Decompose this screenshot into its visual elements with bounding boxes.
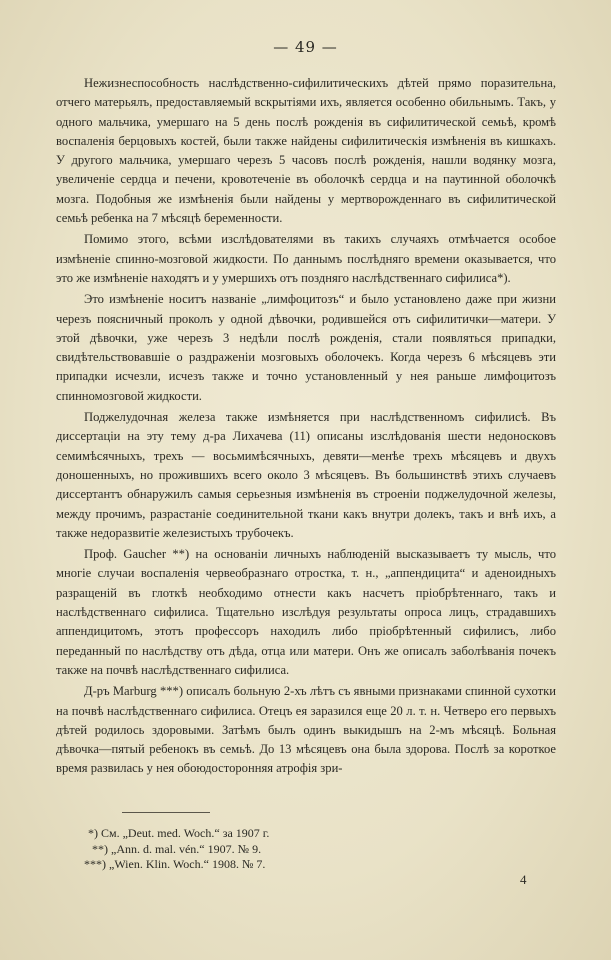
paragraph: Нежизнеспособность наслѣдственно-сифилитическихъ дѣтей прямо поразительна, отчего матерьялъ, предоставляемый вскрытіями ихъ, является особенно обильнымъ. Такъ, у одного мальчика, умершаго на 5 день послѣ рожденія въ сифилитической семьѣ, кромѣ воспаленія берцовыхъ костей, были также найдены сифилитическія измѣненія въ кишкахъ. У другого мальчика, умершаго черезъ 5 часовъ послѣ рожденія, нашли водянку мозга, увеличеніе сердца и печени, кровотеченіе въ оболочкѣ сердца и на паутинной оболочкѣ мозга. Подобныя же измѣненія были найдены у мертворожденнаго въ сифилитической семьѣ ребенка на 7 мѣсяцѣ беременности.: [56, 76, 556, 226]
page-number: — 49 —: [273, 38, 338, 56]
body-text: [56, 74, 556, 779]
footnote-divider: [122, 812, 210, 813]
footnote: **) „Ann. d. mal. vén.“ 1907. № 9.: [92, 841, 262, 856]
paragraph: Это измѣненіе носитъ названіе „лимфоцитозъ“ и было установлено даже при жизни черезъ поясничный проколъ у одной дѣвочки, родившейся отъ сифилитички—матери. У этой дѣвочки, уже черезъ 3 недѣли послѣ рожденія, стали появляться припадки, свидѣтельствовавшіе о раздраженіи мозговыхъ оболочекъ. Когда черезъ 6 мѣсяцевъ эти припадки исчезли, исчезъ также и точно установленный у нея раньше лимфоцитозъ спинномозговой жидкости.: [56, 292, 556, 403]
paragraph: Проф. Gaucher **) на основаніи личныхъ наблюденій высказываетъ ту мысль, что многіе случаи воспаленія червеобразнаго отростка, т. н., „аппендицита“ и аденоидныхъ разращеній въ глоткѣ необходимо отнести какъ насчетъ пріобрѣтеннаго, такъ и наслѣдственнаго сифилиса. Тщательно изслѣдуя результаты опроса лицъ, страдавшихъ аппендицитомъ, этотъ профессоръ находилъ либо пріобрѣтенный сифилисъ, либо переданный по наслѣдству отъ дѣда, отца или матери. Онъ же описалъ заболѣванія почекъ также на почвѣ наслѣдственнаго сифилиса.: [56, 547, 556, 677]
paragraph: Помимо этого, всѣми изслѣдователями въ такихъ случаяхъ отмѣчается особое измѣненіе спинно-мозговой жидкости. По даннымъ послѣдняго времени оказывается, что это же измѣненіе находятъ и у умершихъ отъ поздняго наслѣдственнаго сифилиса*).: [56, 232, 556, 285]
footnote: *) См. „Deut. med. Woch.“ за 1907 г.: [88, 826, 270, 840]
paragraph: Поджелудочная железа также измѣняется при наслѣдственномъ сифилисѣ. Въ диссертаціи на эту тему д-ра Лихачева (11) описаны изслѣдованія шести недоносковъ семимѣсячныхъ, трехъ — восьмимѣсячныхъ, девяти—менѣе трехъ мѣсяцевъ и двухъ доношенныхъ, но прожившихъ всего около 3 мѣсяцевъ. Въ большинствѣ этихъ случаевъ диссертантъ обнаружилъ самыя серьезныя измѣненія въ строеніи поджелудочной железы, между прочимъ, разрастаніе соединительной ткани какъ внутри долекъ, такъ и внѣ ихъ, а также недоразвитіе железистыхъ трубочекъ.: [56, 410, 556, 540]
paragraph: Д-ръ Marburg ***) описалъ больную 2-хъ лѣтъ съ явными признаками спинной сухотки на почвѣ наслѣдственнаго сифилиса. Отецъ ея заразился еще 20 л. т. н. Четверо его первыхъ дѣтей родилось здоровыми. Затѣмъ былъ одинъ выкидышъ на 2-мъ мѣсяцѣ. Больная дѣвочка—пятый ребенокъ въ семьѣ. До 13 мѣсяцевъ она была здорова. Послѣ за короткое время развилась у нея обоюдосторонняя атрофія зри-: [56, 684, 556, 776]
footnotes: [76, 826, 436, 873]
signature-mark: 4: [520, 872, 527, 887]
footnote: ***) „Wien. Klin. Woch.“ 1908. № 7.: [84, 857, 266, 871]
